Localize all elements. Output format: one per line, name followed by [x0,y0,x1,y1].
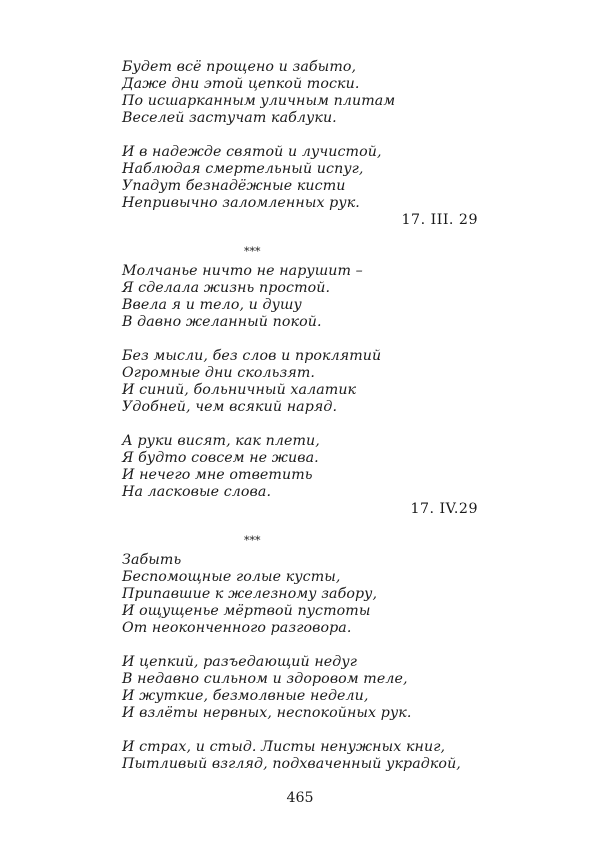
poem-line: Пытливый взгляд, подхваченный украдкой, [122,756,461,772]
poem-line: Я будто совсем не жива. [122,450,319,466]
poem-line: Упадут безнадёжные кисти [122,178,346,194]
poem-line: Огромные дни скользят. [122,365,315,381]
poem-line: А руки висят, как плети, [122,433,320,449]
poem-line: И в надежде святой и лучистой, [122,144,382,160]
poem-line: И взлёты нервных, неспокойных рук. [122,705,412,721]
poem-line: От неоконченного разговора. [122,620,352,636]
poem-line: Молчанье ничто не нарушит – [122,263,363,279]
poem-line: Ввела я и тело, и душу [122,297,302,313]
poem-date: 17. IV.29 [410,501,478,517]
poem-line: По исшарканным уличным плитам [122,93,396,109]
poem-date: 17. III. 29 [401,212,478,228]
poem-line: И жуткие, безмолвные недели, [122,688,369,704]
poem-line: Беспомощные голые кусты, [122,569,341,585]
poem-line: Будет всё прощено и забыто, [122,59,357,75]
poem-line: Удобней, чем всякий наряд. [122,399,338,415]
poem-line: Веселей застучат каблуки. [122,110,337,126]
poem-line: И нечего мне ответить [122,467,313,483]
section-separator: *** [244,245,261,258]
section-separator: *** [244,534,261,547]
poem-line: В давно желанный покой. [122,314,322,330]
poem-line: И синий, больничный халатик [122,382,357,398]
poem-line: Припавшие к железному забору, [122,586,378,602]
poem-line: Даже дни этой цепкой тоски. [122,76,360,92]
page-number: 465 [286,790,314,806]
poem-line: Я сделала жизнь простой. [122,280,331,296]
poem-line: Без мысли, без слов и проклятий [122,348,382,364]
poem-line: И ощущенье мёртвой пустоты [122,603,371,619]
poem-line: Забыть [122,552,182,568]
poem-line: И страх, и стыд. Листы ненужных книг, [122,739,446,755]
poem-line: И цепкий, разъедающий недуг [122,654,357,670]
poem-line: Наблюдая смертельный испуг, [122,161,364,177]
poem-line: Непривычно заломленных рук. [122,195,360,211]
poem-line: На ласковые слова. [122,484,272,500]
poem-line: В недавно сильном и здоровом теле, [122,671,408,687]
